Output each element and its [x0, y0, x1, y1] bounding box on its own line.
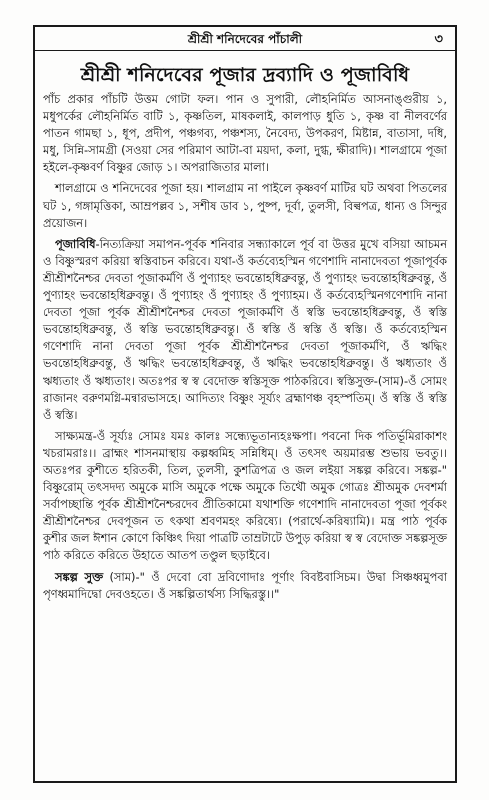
paragraph-text: (সাম)-" ওঁ দেবো বো দ্রবিণোদাঃ পূর্ণাং বিবষ্টবাসিচম। উদ্বা সিঞ্চধ্বমুপবা পৃণধ্বমাদিদ্বো দেবওহতে। ওঁ সঙ্কল্পিতার্থস্য সিদ্ধিরস্তু।।"	[43, 569, 447, 601]
paragraph-sankalpa-sukta	[43, 569, 447, 603]
paragraph-text: শালগ্রামে ও শনিদেবের পূজা হয়। শালগ্রাম না পাইলে কৃষ্ণবর্ণ মাটির ঘট অথবা পিতলের ঘট ১, গঙ্গামৃত্তিকা, আম্রপল্লব ১, সশীষ ডাব ১, পুষ্প, দূর্বা, তুলসী, বিল্বপত্র, ধান্য ও সিন্দুর প্রয়োজন।	[43, 181, 447, 230]
section-title: শ্রীশ্রী শনিদেবের পূজার দ্রব্যাদি ও পূজাবিধি	[80, 64, 410, 86]
page-header	[35, 27, 455, 51]
paragraph-shalgram	[43, 180, 447, 231]
paragraph-items-list	[43, 91, 447, 176]
page-number: ৩	[434, 32, 443, 47]
paragraph-text: পাঁচ প্রকার পাঁচটি উত্তম গোটা ফল। পান ও সুপারী, লৌহনির্মিত আসনাঙ্গুরীয় ১, মধুপর্কের লৌহনির্মিত বাটি ১, কৃষ্ণতিল, মাষকলাই, কালপাড় ধুতি ১, কৃষ্ণ বা নীলবর্ণের পাতন গামছা ১, ধূপ, প্রদীপ, পঞ্চগব্য, পঞ্চশস্য, নৈবেদ্য, উপকরণ, মিষ্টান্ন, বাতাসা, দধি, মধু, সিন্নি-সামগ্রী (সওয়া সের পরিমাণ আটা-বা ময়দা, কলা, দুগ্ধ, ক্ষীরাদি)। শালগ্রামে পূজা হইলে-কৃষ্ণবর্ণ বিষ্ণুর জোড় ১। অপরাজিতার মালা।	[43, 92, 447, 175]
paragraph-puja-vidhi	[43, 236, 447, 424]
body-text	[43, 91, 447, 773]
running-head: শ্রীশ্রী শনিদেবের পাঁচালী	[187, 32, 303, 46]
paragraph-sakshya-mantra	[43, 428, 447, 565]
paragraph-lead: সঙ্কল্প সুক্ত	[55, 569, 104, 584]
paragraph-text: সাক্ষ্যমন্ত্র-ওঁ সূর্য্যঃ সোমঃ যমঃ কালঃ সন্ধ্যেভূতান্যহঃক্ষপা। পবনো দিক পতির্ভূমিরাকাশং খচরামরাঃ।। ব্রাহ্মং শাসনমাস্থায় কল্পধ্বমিহ সন্নিধিম্। ওঁ তৎসৎ অয়মারম্ভ শুভায় ভবতু।। অতঃপর কুশীতে হরিতকী, তিল, তুলসী, কুশত্রিপত্র ও জল লইয়া সঙ্কল্প করিবে। সঙ্কল্প-" বিষ্ণুরোম্ তৎসদদ্য অমুকে মাসি অমুকে পক্ষে অমুকে তিথৌ অমুক গোত্রঃ শ্রীঅমুক দেবশর্মা সর্বাপচ্ছান্তি পূর্বক শ্রীশ্রীশনৈশ্চরদেব প্রীতিকামো যথাশক্তি গণেশাদি নানাদেবতা পূজা পূর্বকং শ্রীশ্রীশনৈশ্চর দেবপূজন ত ৎকথা শ্রবণমহং করিষ্যে। (পরার্থে-করিষ্যামি)। মন্ত্র পাঠ পূর্বক কুশীর জল ঈশান কোণে কিঞ্চিৎ দিয়া পাত্রটি তাম্রটাটে উপুড় করিয়া স্ব স্ব বেদোক্ত সঙ্কল্পসূক্ত পাঠ করিতে করিতে উহাতে আতপ তণ্ডুল ছড়াইবে।	[43, 428, 447, 563]
paragraph-lead: পূজাবিধি	[55, 236, 96, 251]
page-border	[33, 25, 457, 783]
paragraph-text: -নিত্যক্রিয়া সমাপন-পূর্বক শনিবার সন্ধ্যাকালে পূর্ব বা উত্তর মুখে বসিয়া আচমন ও বিষ্ণুস্মরণ করিয়া স্বস্তিবাচন করিবে। যথা-ওঁ কর্তব্যেহস্মিন গণেশাদি নানাদেবতা পূজাপূর্বক শ্রীশ্রীশনৈশ্চর দেবতা পূজাকর্মণি ওঁ পুণ্যাহং ভবন্তোহধিব্রুবন্তু, ওঁ পুণ্যাহং ভবন্তোহধিব্রুবন্তু, ওঁ পুণ্যাহং ভবন্তোহধিব্রুবন্তু। ওঁ পুণ্যাহং ওঁ পুণ্যাহং ওঁ পুণ্যাহম। ওঁ কর্তব্যেহস্মিনগণেশাদি নানা দেবতা পূজা পূর্বক শ্রীশ্রীশনৈশ্চর দেবতা পূজাকর্মণি ওঁ স্বস্তি ভবন্তোহধিব্রুবন্তু, ওঁ স্বস্তি ভবন্তোহধিব্রুবন্তু, ওঁ স্বস্তি ভবন্তোহধিব্রুবন্তু। ওঁ স্বস্তি ওঁ স্বস্তি ওঁ স্বস্তি। ওঁ কর্তব্যেহস্মিন গণেশাদি নানা দেবতা পূজা পূর্বক শ্রীশ্রীশনৈশ্চর দেবতা পূজাকর্মণি, ওঁ ঋদ্ধিং ভবন্তোহধিব্রুবন্তু, ওঁ ঋদ্ধিং ভবন্তোহধিব্রুবন্তু, ওঁ ঋদ্ধিং ভবন্তোহধিব্রুবন্তু। ওঁ ঋধ্যতাং ওঁ ঋধ্যতাং ওঁ ঋধ্যতাং। অতঃপর স্ব স্ব বেদোক্ত স্বস্তিসূক্ত পাঠকরিবে। স্বস্তিসুক্ত-(সাম)-ওঁ সোমং রাজানং বরুণমগ্নি-মন্বারভাসহে। আদিত্যং বিষ্ণুং সূর্য্যং ব্রহ্মাণঞ্চ বৃহস্পতিম্। ওঁ স্বস্তি ওঁ স্বস্তি ওঁ স্বস্তি।	[43, 236, 447, 422]
